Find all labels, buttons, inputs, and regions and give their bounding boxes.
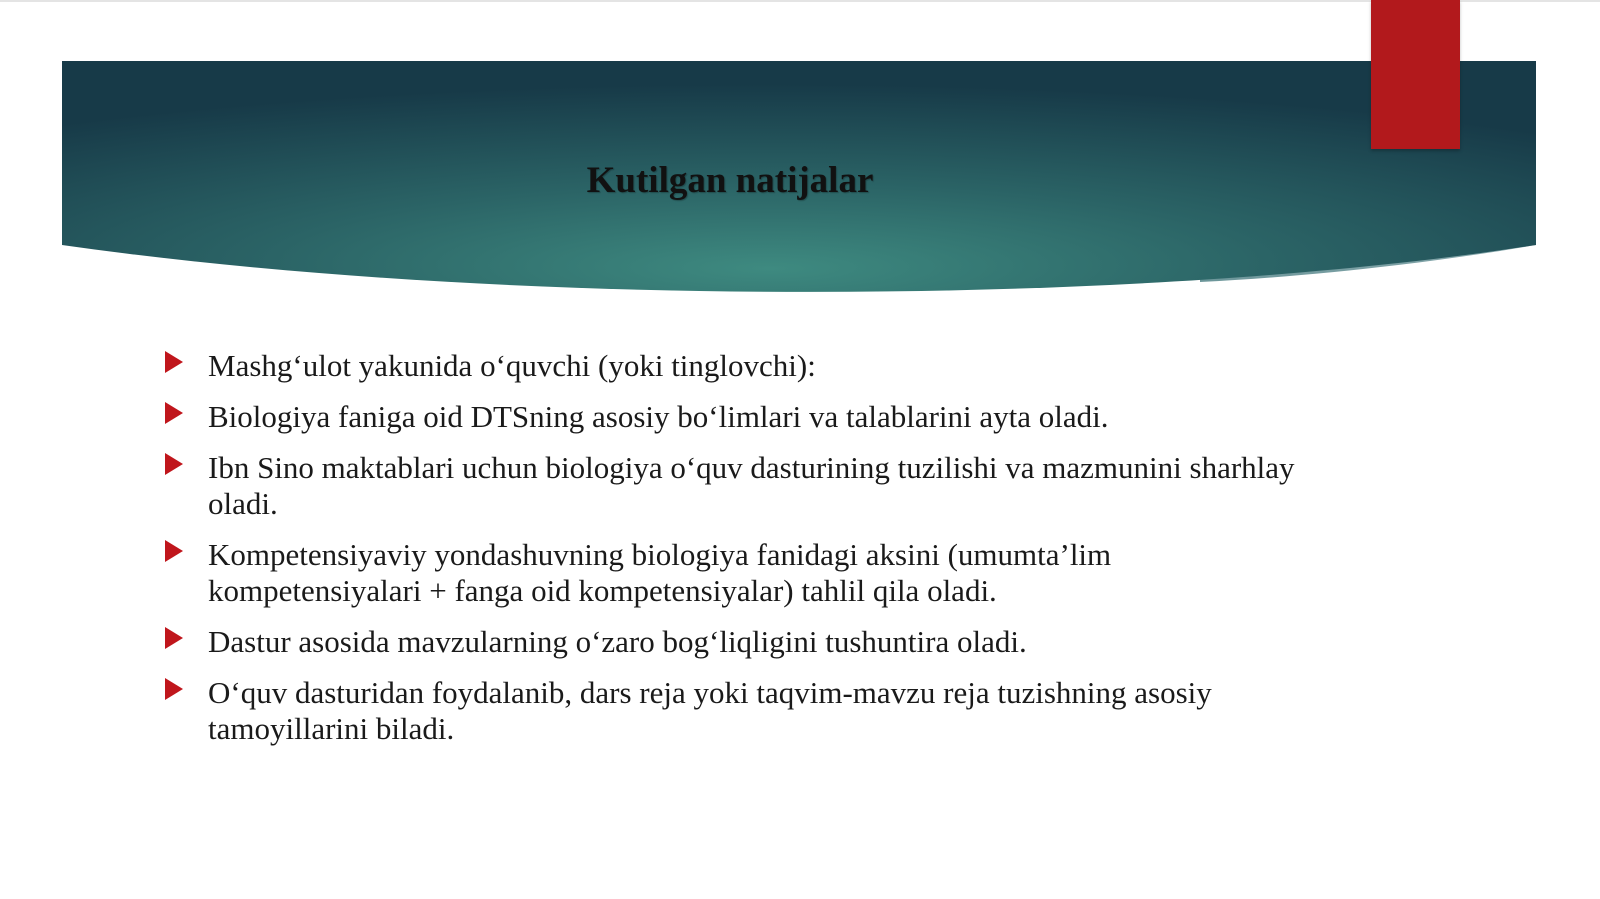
triangle-arrow-icon <box>165 627 183 649</box>
bullet-text: O‘quv dasturidan foydalanib, dars reja yoki taqvim-mavzu reja tuzishning asosiy tamoyillarini biladi. <box>208 675 1212 746</box>
slide-title: Kutilgan natijalar <box>586 160 874 201</box>
triangle-arrow-icon <box>165 402 183 424</box>
red-accent-tab <box>1371 0 1460 149</box>
bullet-list <box>162 348 1322 762</box>
list-item <box>162 537 1322 609</box>
triangle-arrow-icon <box>165 453 183 475</box>
list-item <box>162 399 1322 435</box>
list-item <box>162 348 1322 384</box>
bullet-text: Kompetensiyaviy yondashuvning biologiya fanidagi aksini (umumta’lim kompetensiyalari + fanga oid kompetensiyalar) tahlil qila oladi. <box>208 537 1112 608</box>
triangle-arrow-icon <box>165 351 183 373</box>
list-item <box>162 450 1322 522</box>
bullet-text: Mashg‘ulot yakunida o‘quvchi (yoki tinglovchi): <box>208 348 816 383</box>
list-item <box>162 675 1322 747</box>
bullet-text: Ibn Sino maktablari uchun biologiya o‘quv dasturining tuzilishi va mazmunini sharhlay oladi. <box>208 450 1295 521</box>
bullet-text: Biologiya faniga oid DTSning asosiy bo‘limlari va talablarini ayta oladi. <box>208 399 1109 434</box>
bullet-text: Dastur asosida mavzularning o‘zaro bog‘liqligini tushuntira oladi. <box>208 624 1027 659</box>
triangle-arrow-icon <box>165 678 183 700</box>
triangle-arrow-icon <box>165 540 183 562</box>
list-item <box>162 624 1322 660</box>
